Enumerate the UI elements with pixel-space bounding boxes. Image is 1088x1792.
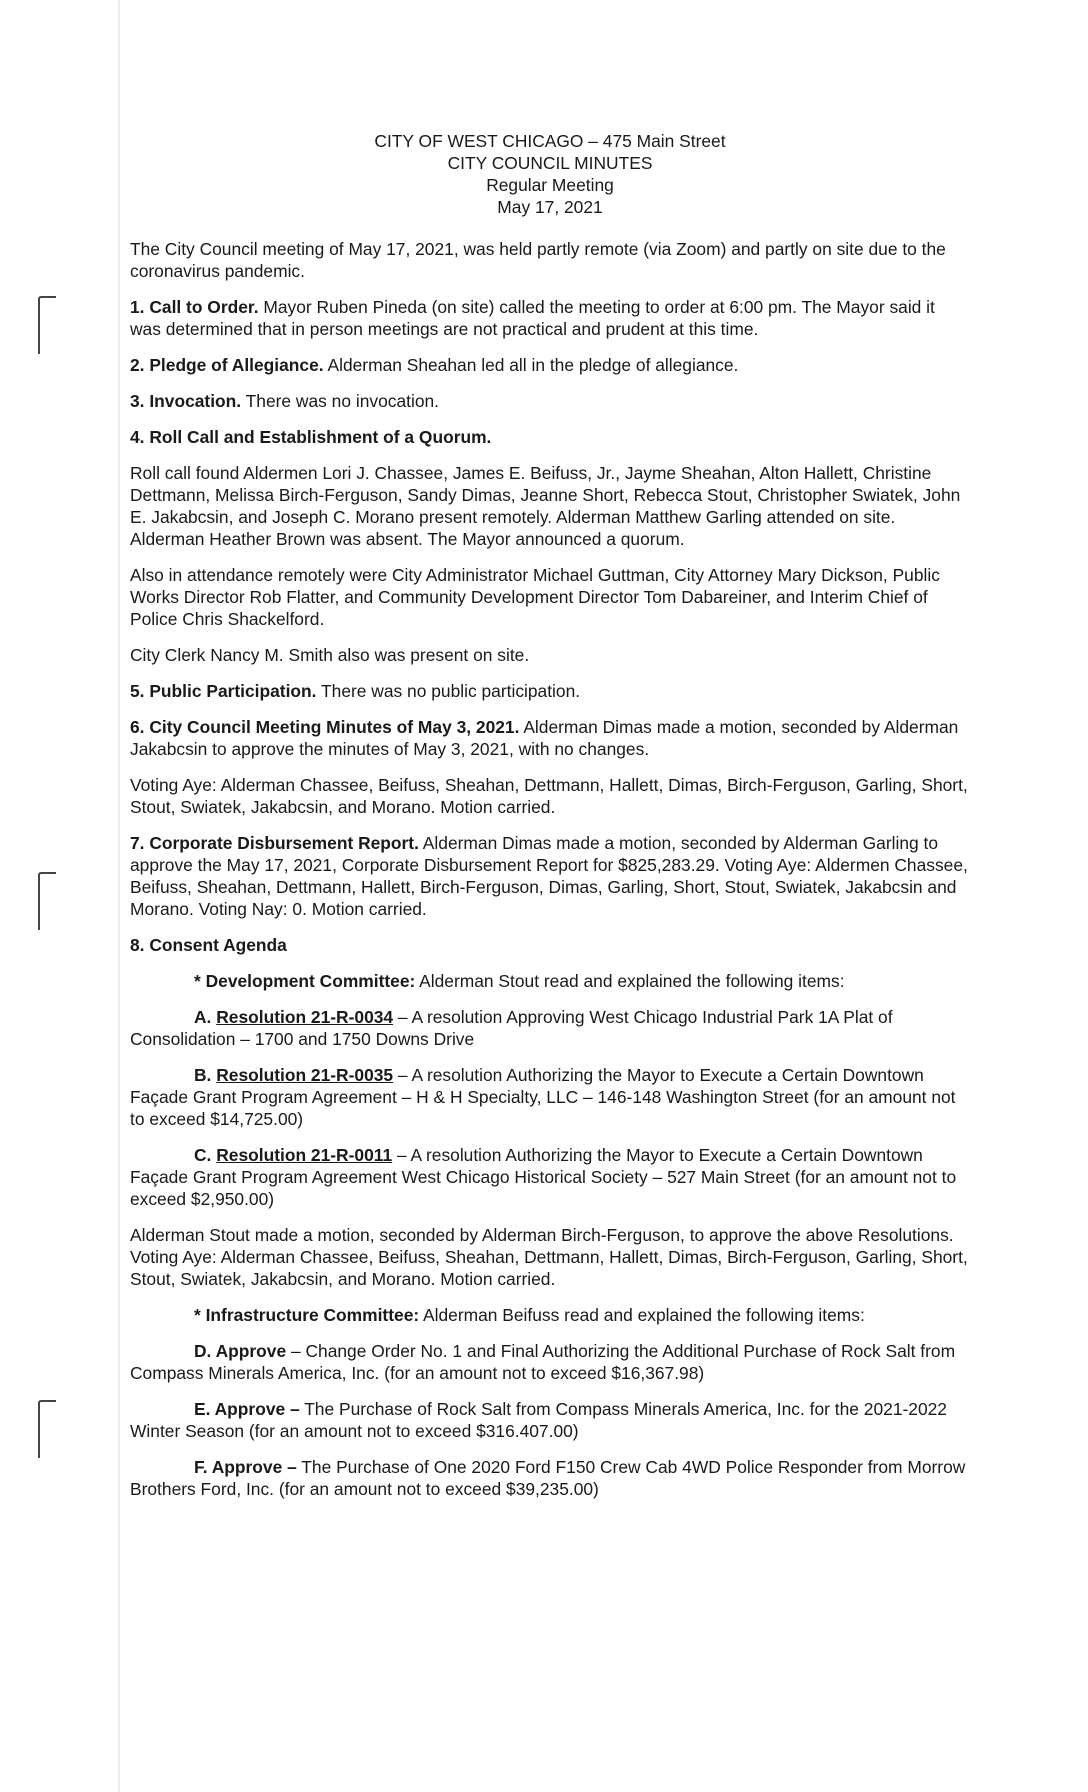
resolution-number: Resolution 21-R-0011 (216, 1145, 393, 1165)
item-text: The Purchase of One 2020 Ford F150 Crew Cab 4WD Police Responder from Morrow Brothers Ford, Inc. (for an amount not to exceed $39,235.00) (130, 1457, 966, 1499)
item-text: – A resolution Authorizing the Mayor to Execute a Certain Downtown Façade Grant Program Agreement – H & H Specialty, LLC – 146-148 Washington Street (for an amount not to exceed $14,725.00) (130, 1065, 956, 1129)
item-text: – A resolution Approving West Chicago Industrial Park 1A Plat of Consolidation – 1700 and 1750 Downs Drive (130, 1007, 893, 1049)
clerk-paragraph: City Clerk Nancy M. Smith also was present on site. (130, 645, 530, 665)
resolution-number: Resolution 21-R-0035 (216, 1065, 394, 1085)
consent-item-d (130, 1340, 970, 1384)
item-text: Alderman Dimas made a motion, seconded by Alderman Jakabcsin to approve the minutes of May 3, 2021, with no changes. (130, 717, 959, 759)
development-committee (130, 970, 970, 992)
item-text: – A resolution Authorizing the Mayor to Execute a Certain Downtown Façade Grant Program Agreement West Chicago Historical Society – 527 Main Street (for an amount not to exceed $2,950.00) (130, 1145, 957, 1209)
item-letter: D. (194, 1341, 216, 1361)
committee-title: * Development Committee: (194, 971, 416, 991)
header-date: May 17, 2021 (497, 197, 603, 217)
item-text: The Purchase of Rock Salt from Compass Minerals America, Inc. for the 2021-2022 Winter Season (for an amount not to exceed $316.407.00) (130, 1399, 947, 1441)
header-meeting-type: Regular Meeting (486, 175, 614, 195)
item-head: Approve – (214, 1399, 300, 1419)
item-text: Mayor Ruben Pineda (on site) called the meeting to order at 6:00 pm. The Mayor said it was determined that in person meetings are not practical and prudent at this time. (130, 297, 935, 339)
item-letter: E. (194, 1399, 215, 1419)
scan-edge (118, 0, 120, 1792)
minutes-document (130, 130, 970, 1514)
item-text: – Change Order No. 1 and Final Authorizing the Additional Purchase of Rock Salt from Compass Minerals America, Inc. (for an amount not to exceed $16,367.98) (130, 1341, 956, 1383)
header-doc-type: CITY COUNCIL MINUTES (447, 153, 653, 173)
item-title: 1. Call to Order. (130, 297, 259, 317)
development-motion: Alderman Stout made a motion, seconded by Alderman Birch-Ferguson, to approve the above Resolutions. Voting Aye: Alderman Chassee, Beifuss, Sheahan, Dettmann, Hallett, Dimas, Birch-Ferguson, Garling, Short, Stout, Swiatek, Jakabcsin, and Morano. Motion carried. (130, 1225, 968, 1289)
item-text: Alderman Sheahan led all in the pledge of allegiance. (323, 355, 739, 375)
item-roll-call-title: 4. Roll Call and Establishment of a Quorum. (130, 427, 492, 447)
document-header (130, 130, 970, 218)
header-city-address: CITY OF WEST CHICAGO – 475 Main Street (374, 131, 726, 151)
committee-title: * Infrastructure Committee: (194, 1305, 420, 1325)
item-title: 3. Invocation. (130, 391, 242, 411)
item-disbursement-report (130, 832, 970, 920)
committee-text: Alderman Stout read and explained the following items: (415, 971, 845, 991)
attendance-paragraph: Also in attendance remotely were City Administrator Michael Guttman, City Attorney Mary Dickson, Public Works Director Rob Flatter, and Community Development Director Tom Dabareiner, and Interim Chief of Police Chris Shackelford. (130, 565, 940, 629)
item-call-to-order (130, 296, 970, 340)
item-letter: C. (194, 1145, 217, 1165)
item-title: 2. Pledge of Allegiance. (130, 355, 324, 375)
item-invocation (130, 390, 970, 412)
item-text: There was no invocation. (241, 391, 439, 411)
item-head: Approve – (211, 1457, 297, 1477)
committee-text: Alderman Beifuss read and explained the following items: (419, 1305, 865, 1325)
item-letter: B. (194, 1065, 217, 1085)
item-title: 7. Corporate Disbursement Report. (130, 833, 419, 853)
consent-item-a (130, 1006, 970, 1050)
binder-hole-mark (38, 872, 56, 930)
consent-item-b (130, 1064, 970, 1130)
item-text: Alderman Dimas made a motion, seconded by Alderman Garling to approve the May 17, 2021, Corporate Disbursement Report for $825,283.29. Voting Aye: Aldermen Chassee, Beifuss, Sheahan, Dettmann, Hallett, Birch-Ferguson, Dimas, Garling, Short, Stout, Swiatek, Jakabcsin and Morano. Voting Nay: 0. Motion carried. (130, 833, 968, 919)
vote-paragraph: Voting Aye: Alderman Chassee, Beifuss, Sheahan, Dettmann, Hallett, Dimas, Birch-Ferguson, Garling, Short, Stout, Swiatek, Jakabcsin, and Morano. Motion carried. (130, 775, 968, 817)
item-minutes-approval (130, 716, 970, 760)
intro-paragraph: The City Council meeting of May 17, 2021, was held partly remote (via Zoom) and partly on site due to the coronavirus pandemic. (130, 239, 946, 281)
item-letter: F. (194, 1457, 212, 1477)
item-letter: A. (194, 1007, 217, 1027)
item-consent-agenda-title: 8. Consent Agenda (130, 935, 287, 955)
consent-item-f (130, 1456, 970, 1500)
roll-call-paragraph: Roll call found Aldermen Lori J. Chassee, James E. Beifuss, Jr., Jayme Sheahan, Alton Hallett, Christine Dettmann, Melissa Birch-Ferguson, Sandy Dimas, Jeanne Short, Rebecca Stout, Christopher Swiatek, John E. Jakabcsin, and Joseph C. Morano present remotely. Alderman Matthew Garling attended on site. Alderman Heather Brown was absent. The Mayor announced a quorum. (130, 463, 961, 549)
item-public-participation (130, 680, 970, 702)
item-text: There was no public participation. (316, 681, 581, 701)
infrastructure-committee (130, 1304, 970, 1326)
consent-item-c (130, 1144, 970, 1210)
item-title: 6. City Council Meeting Minutes of May 3, 2021. (130, 717, 520, 737)
binder-hole-mark (38, 1400, 56, 1458)
resolution-number: Resolution 21-R-0034 (216, 1007, 394, 1027)
binder-hole-mark (38, 296, 56, 354)
item-head: Approve (215, 1341, 287, 1361)
item-pledge (130, 354, 970, 376)
consent-item-e (130, 1398, 970, 1442)
item-title: 5. Public Participation. (130, 681, 317, 701)
